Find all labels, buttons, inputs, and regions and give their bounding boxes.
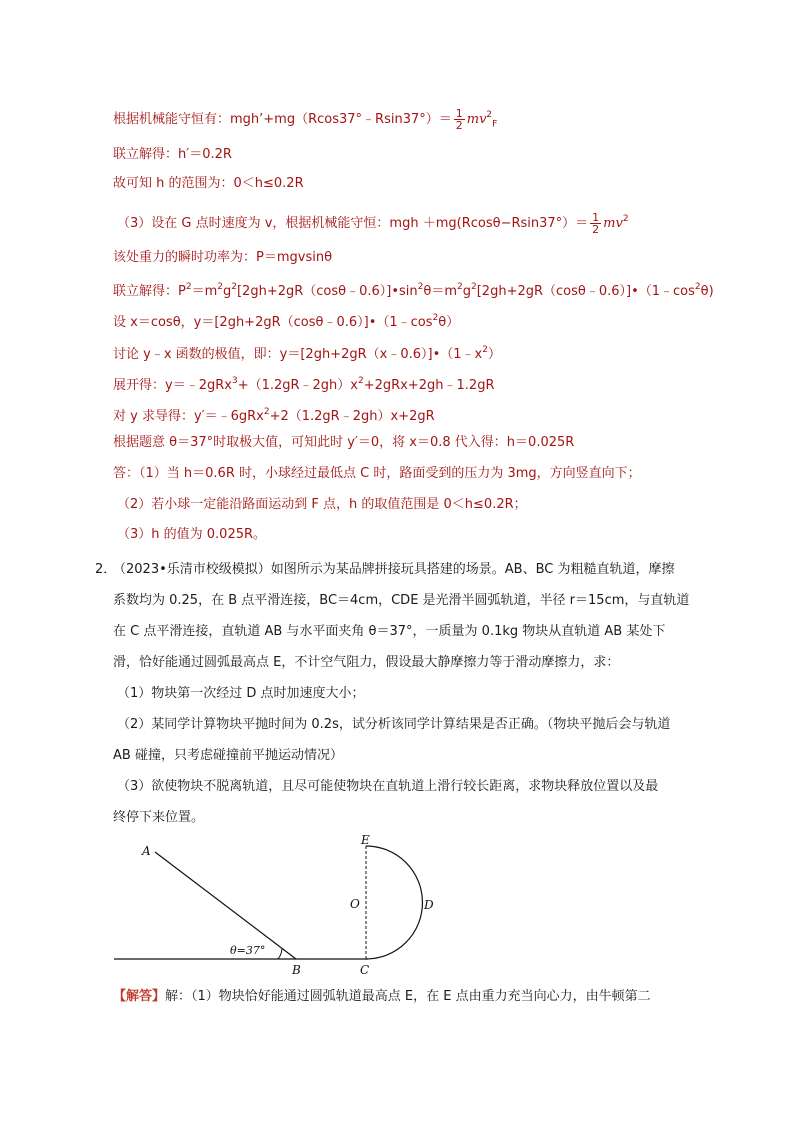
solution-line-8: 讨论 y﹣x 函数的极值，即：$y=[2gh+2gR(x﹣0.6)]•(1﹣x^2)$ (113, 345, 501, 362)
track-diagram (100, 830, 460, 980)
problem-subq-3: （3）欲使物块不脱离轨道，且尽可能使物块在直轨道上滑行较长距离，求物块释放位置以及最 (117, 779, 659, 794)
problem-text-2: 系数均为 0.25，在 B 点平滑连接，BC＝4cm，CDE 是光滑半圆弧轨道，半径 r＝15cm，与直轨道 (113, 593, 690, 608)
answer-line (113, 988, 651, 1006)
problem-text-4: 滑，恰好能通过圆弧最高点 E，不计空气阻力，假设最大静摩擦力等于滑动摩擦力，求： (113, 655, 620, 670)
solution-line-12: 答：（1）当 h＝0.6R 时，小球经过最低点 C 时，路面受到的压力为 3mg，方向竖直向下； (113, 466, 641, 481)
semicircle-cde (366, 846, 422, 959)
problem-subq-2-cont: AB 碰撞，只考虑碰撞前平抛运动情况） (113, 748, 343, 763)
problem-subq-2: （2）某同学计算物块平抛时间为 0.2s，试分析该同学计算结果是否正确。（物块平抛后会与轨道 (117, 717, 671, 732)
problem-text-3: 在 C 点平滑连接，直轨道 AB 与水平面夹角 θ＝37°，一质量为 0.1kg 物块从直轨道 AB 某处下 (113, 624, 666, 639)
fraction: $\frac{1}{2}$ (455, 107, 463, 132)
solution-line-13: （2）若小球一定能沿路面运动到 F 点，h 的取值范围是 0＜h≤0.2R； (117, 497, 527, 512)
solution-line-10: 对 y 求导得：y′＝﹣6gRx$^2$+2（1.2gR﹣2gh）x+2gR (113, 407, 435, 424)
solution-line-7: 设 x＝cosθ，$y=[2gh+2gR(\cos\theta﹣0.6)]•(1﹣\cos^2\theta)$ (113, 313, 460, 330)
solution-line-11: 根据题意 θ＝37°时取极大值，可知此时 y′＝0，将 x＝0.8 代入得：h＝0.025R (113, 435, 575, 450)
problem-subq-3-cont: 终停下来位置。 (113, 810, 205, 825)
answer-tag: 【解答】 (113, 989, 166, 1004)
solution-line-3: 故可知 h 的范围为：0＜h≤0.2R (113, 176, 304, 191)
solution-line-1: 根据机械能守恒有：mgh’+mg（Rcos37°﹣Rsin37°）＝ $\frac{1}{2}$ $mv^2_F$ (113, 107, 498, 132)
angle-arc (278, 948, 282, 959)
solution-line-2: 联立解得：h′＝0.2R (113, 147, 232, 162)
solution-line-14: （3）h 的值为 0.025R。 (117, 527, 267, 542)
label-o: O (350, 897, 360, 911)
problem-text-1: （2023•乐清市校级模拟）如图所示为某品牌拼接玩具搭建的场景。AB、BC 为粗糙直轨道，摩擦 (113, 562, 675, 577)
solution-line-4: （3）设在 G 点时速度为 v，根据机械能守恒：mgh ＋mg(Rcosθ−Rsin37°）＝ $\frac{1}{2}$ $mv^2$ (117, 211, 629, 236)
incline-ab (155, 852, 296, 959)
fraction: $\frac{1}{2}$ (592, 211, 600, 236)
label-c: C (360, 963, 370, 977)
label-d: D (424, 898, 434, 912)
problem-subq-1: （1）物块第一次经过 D 点时加速度大小； (117, 686, 365, 701)
solution-line-5: 该处重力的瞬时功率为：P＝mgvsinθ (113, 250, 333, 265)
label-angle: θ=37° (230, 944, 266, 957)
solution-line-6: 联立解得：$P^2=m^2g^2[2gh+2gR(\cos\theta﹣0.6)]•\sin^2\theta=m^2g^2[2gh+2gR(\cos\theta﹣0.6)]•(1﹣\cos^2\theta)$ (113, 282, 714, 299)
solution-line-9: 展开得：$y=﹣2gRx^3+(1.2gR﹣2gh)x^2+2gRx+2gh﹣1.2gR$ (113, 376, 495, 393)
label-e: E (361, 833, 370, 847)
answer-text: 解：（1）物块恰好能通过圆弧轨道最高点 E，在 E 点由重力充当向心力，由牛顿第二 (165, 989, 651, 1004)
label-a: A (142, 844, 151, 858)
label-b: B (292, 963, 301, 977)
problem-number: 2． (95, 562, 117, 577)
